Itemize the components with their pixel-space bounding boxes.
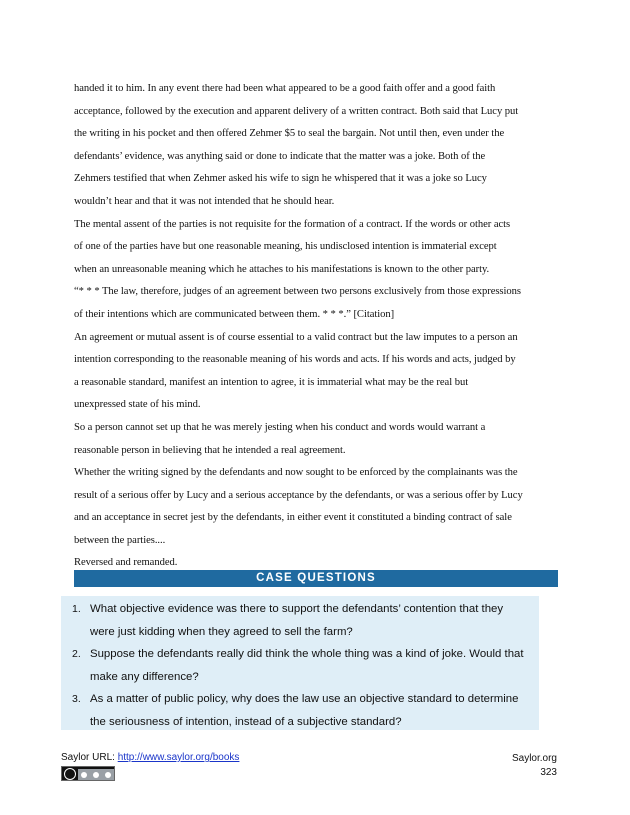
attribution-icon [81, 772, 87, 778]
body-line: the writing in his pocket and then offered Zehmer $5 to seal the bargain. Not until then, even under the [74, 128, 505, 140]
saylor-books-link[interactable]: http://www.saylor.org/books [117, 752, 240, 763]
creative-commons-by-nc-sa-icon [61, 766, 115, 781]
body-line: An agreement or mutual assent is of course essential to a valid contract but the law imputes to a person an [74, 331, 518, 343]
body-line: handed it to him. In any event there had been what appeared to be a good faith offer and a good faith [74, 83, 496, 94]
case-questions-heading: CASE QUESTIONS [74, 570, 558, 587]
body-line: Whether the writing signed by the defendants and now sought to be enforced by the complainants was the [74, 467, 518, 479]
question-number: 2. [72, 648, 81, 661]
body-line: unexpressed state of his mind. [74, 399, 201, 411]
body-line: between the parties.... [74, 534, 166, 546]
question-text-line: were just kidding when they agreed to sell the farm? [90, 625, 353, 638]
body-line: reasonable person in believing that he intended a real agreement. [74, 444, 346, 456]
body-line: wouldn’t hear and that it was not intended that he should hear. [74, 195, 335, 207]
footer-url-label: Saylor URL: [61, 752, 118, 763]
body-line: a reasonable standard, manifest an intention to agree, it is immaterial what may be the real but [74, 376, 469, 388]
question-text-line: make any difference? [90, 670, 199, 683]
question-text-line: As a matter of public policy, why does the law use an objective standard to determine [90, 693, 519, 706]
body-line: of their intentions which are communicated between them. * * *.” [Citation] [74, 308, 395, 320]
license-conditions-icon [78, 769, 114, 780]
question-number: 1. [72, 603, 81, 615]
body-line: and an acceptance in secret jest by the defendants, in either event it constituted a binding contract of sale [74, 512, 512, 524]
noncommercial-icon [93, 772, 99, 778]
body-line: defendants’ evidence, was anything said or done to indicate that the matter was a joke. Both of the [74, 150, 486, 162]
case-body-text [74, 78, 558, 575]
question-item [72, 643, 538, 688]
case-questions-list [72, 598, 538, 734]
page-number: 323 [540, 767, 557, 778]
body-line: Reversed and remanded. [74, 557, 178, 569]
footer-site: Saylor.org [511, 753, 557, 764]
question-item [72, 598, 538, 643]
cc-logo-icon [64, 768, 76, 780]
footer-source [61, 752, 239, 763]
question-text-line: What objective evidence was there to support the defendants’ contention that they [90, 603, 504, 615]
question-text-line: the seriousness of intention, instead of a subjective standard? [90, 715, 402, 728]
question-number: 3. [72, 693, 81, 706]
footer-page-info [512, 752, 557, 780]
body-line: acceptance, followed by the execution and apparent delivery of a written contract. Both said that Lucy put [74, 105, 519, 117]
body-line: when an unreasonable meaning which he attaches to his manifestations is known to the other party. [74, 263, 490, 275]
body-line: result of a serious offer by Lucy and a serious acceptance by the defendants, or was a serious offer by Lucy [74, 489, 523, 501]
sharealike-icon [105, 772, 111, 778]
body-line: “* * * The law, therefore, judges of an agreement between two persons exclusively from those expressions [74, 286, 521, 298]
question-text-line: Suppose the defendants really did think the whole thing was a kind of joke. Would that [90, 648, 524, 661]
body-line: Zehmers testified that when Zehmer asked his wife to sign he whispered that it was a joke so Lucy [74, 173, 487, 185]
body-line: of one of the parties have but one reasonable meaning, his undisclosed intention is immaterial except [74, 241, 497, 253]
question-item [72, 688, 538, 733]
body-line: So a person cannot set up that he was merely jesting when his conduct and words would warrant a [74, 421, 486, 433]
body-line: The mental assent of the parties is not requisite for the formation of a contract. If the words or other acts [74, 218, 511, 230]
body-line: intention corresponding to the reasonable meaning of his words and acts. If his words and acts, judged by [74, 354, 516, 366]
